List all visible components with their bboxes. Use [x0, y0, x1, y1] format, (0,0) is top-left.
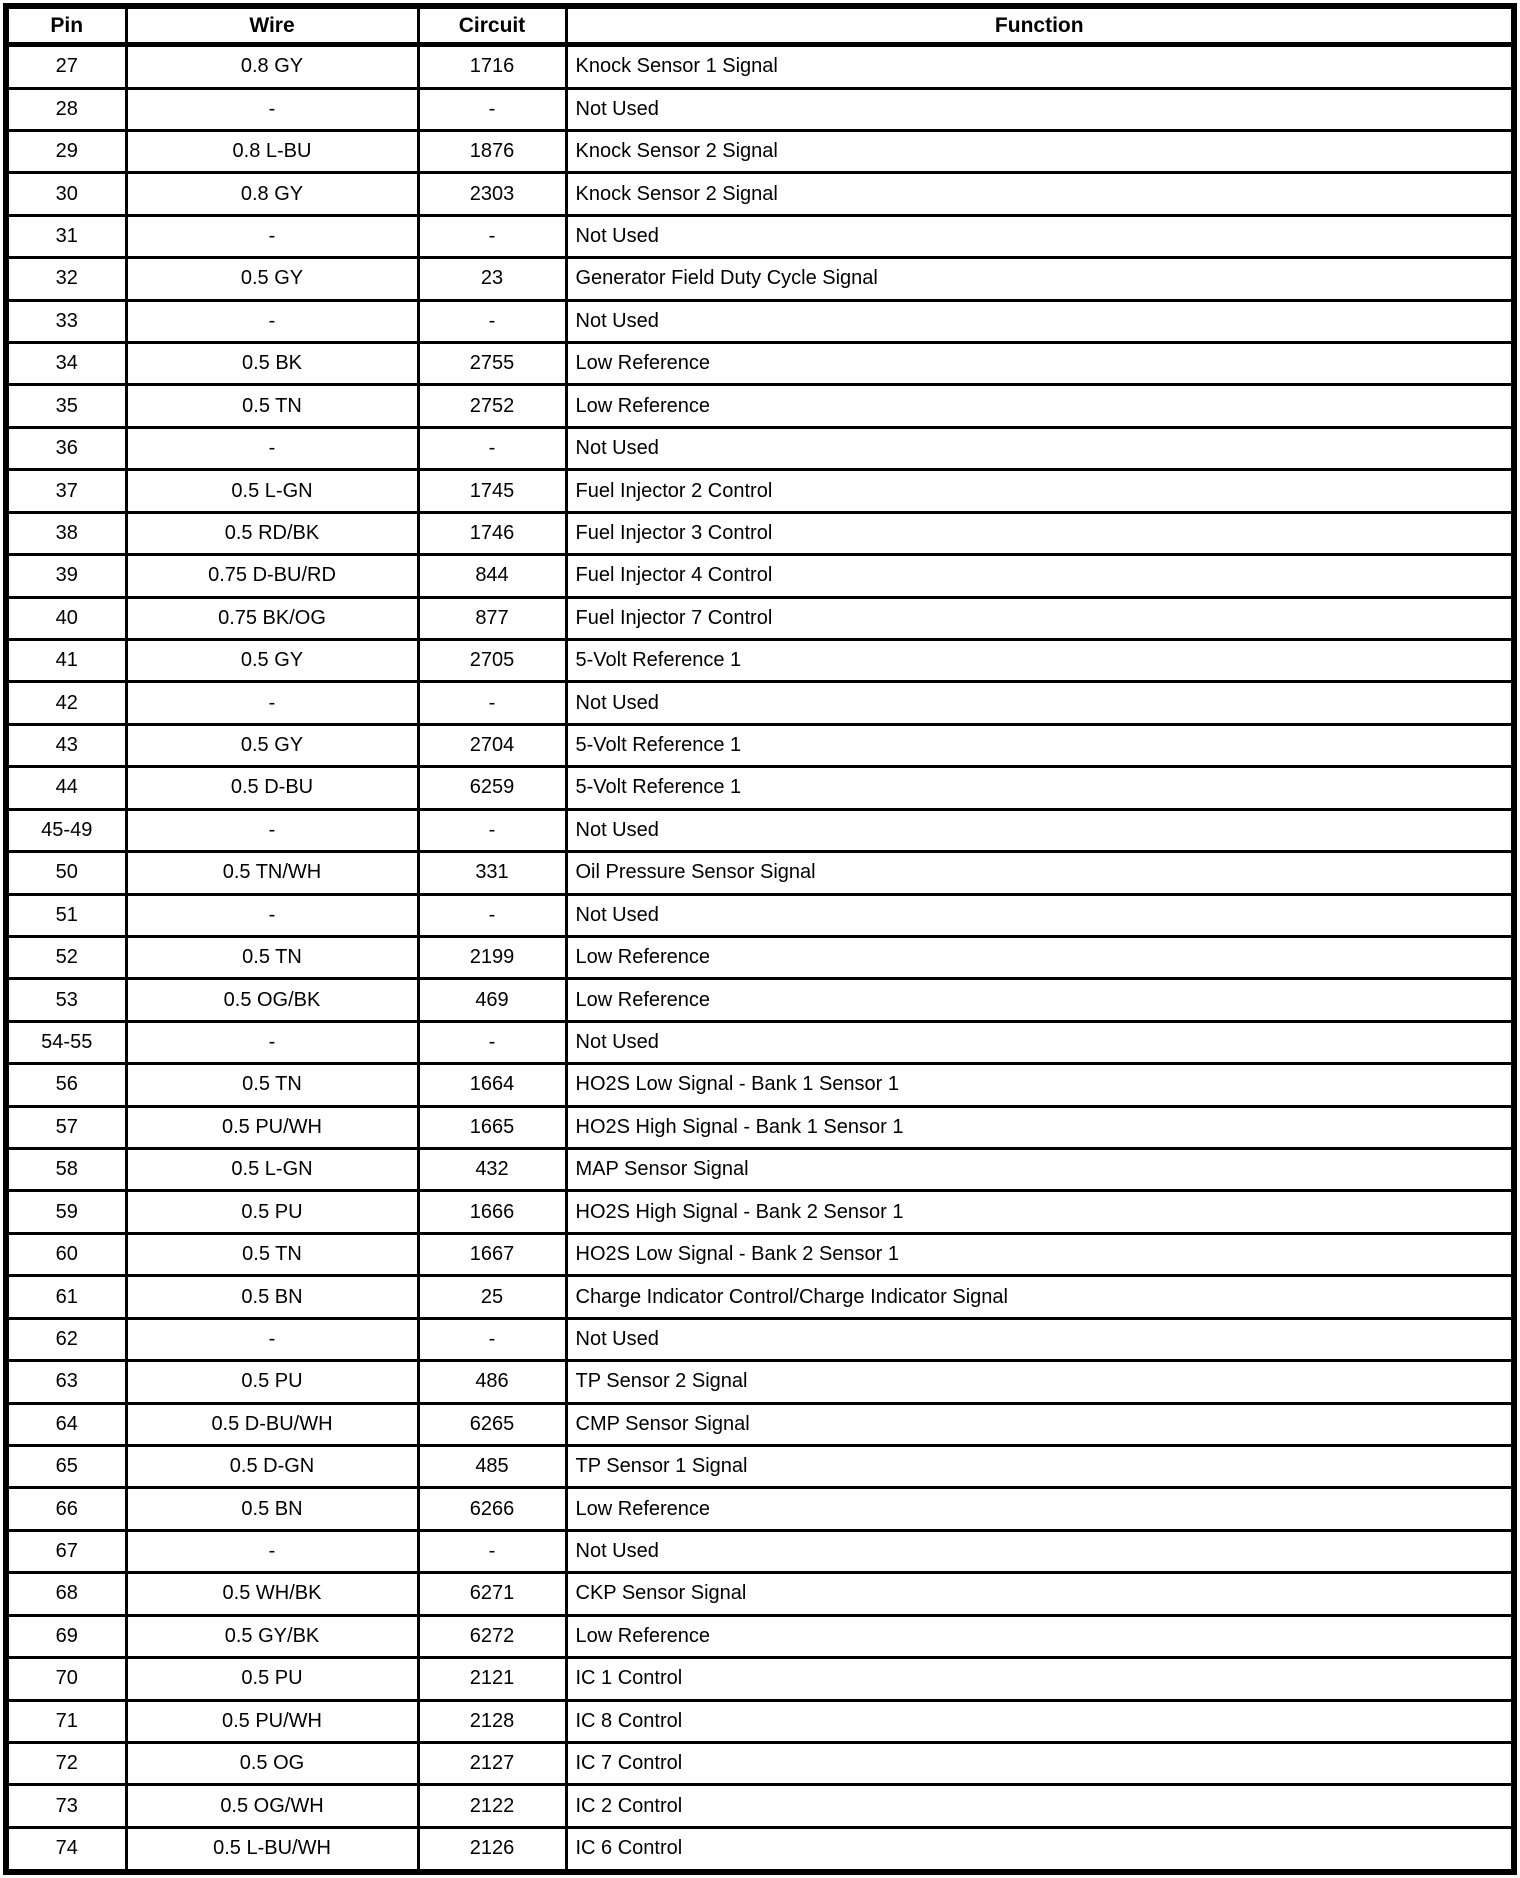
function-cell: HO2S High Signal - Bank 2 Sensor 1 [566, 1191, 1514, 1233]
table-row [6, 1106, 1514, 1148]
table-row [6, 555, 1514, 597]
table-row [6, 512, 1514, 554]
pin-cell: 56 [6, 1064, 126, 1106]
circuit-cell: 2126 [418, 1827, 566, 1872]
wire-cell: 0.8 GY [126, 173, 418, 215]
table-row [6, 1742, 1514, 1784]
function-cell: CKP Sensor Signal [566, 1573, 1514, 1615]
pin-cell: 58 [6, 1149, 126, 1191]
wire-cell: 0.75 D-BU/RD [126, 555, 418, 597]
pin-cell: 73 [6, 1785, 126, 1827]
pin-cell: 74 [6, 1827, 126, 1872]
function-cell: Knock Sensor 1 Signal [566, 45, 1514, 89]
pin-cell: 31 [6, 215, 126, 257]
wire-cell: 0.75 BK/OG [126, 597, 418, 639]
function-cell: Not Used [566, 682, 1514, 724]
circuit-cell: - [418, 1318, 566, 1360]
circuit-cell: 25 [418, 1276, 566, 1318]
pin-cell: 41 [6, 640, 126, 682]
table-row [6, 1233, 1514, 1275]
circuit-cell: 432 [418, 1149, 566, 1191]
table-row [6, 1530, 1514, 1572]
wire-cell: 0.5 OG/WH [126, 1785, 418, 1827]
circuit-cell: - [418, 1021, 566, 1063]
circuit-cell: 877 [418, 597, 566, 639]
circuit-cell: 2121 [418, 1658, 566, 1700]
table-row [6, 1361, 1514, 1403]
table-row [6, 343, 1514, 385]
function-cell: Knock Sensor 2 Signal [566, 173, 1514, 215]
function-cell: TP Sensor 1 Signal [566, 1446, 1514, 1488]
wire-cell: 0.5 L-GN [126, 1149, 418, 1191]
table-row [6, 1064, 1514, 1106]
wire-cell: 0.5 TN [126, 1233, 418, 1275]
pin-cell: 51 [6, 894, 126, 936]
table-row [6, 1149, 1514, 1191]
table-row [6, 767, 1514, 809]
circuit-cell: 2128 [418, 1700, 566, 1742]
wire-cell: 0.8 L-BU [126, 130, 418, 172]
function-cell: Knock Sensor 2 Signal [566, 130, 1514, 172]
function-cell: Not Used [566, 894, 1514, 936]
circuit-cell: - [418, 682, 566, 724]
function-cell: 5-Volt Reference 1 [566, 724, 1514, 766]
circuit-cell: 6259 [418, 767, 566, 809]
wire-cell: 0.5 L-GN [126, 470, 418, 512]
function-cell: Fuel Injector 3 Control [566, 512, 1514, 554]
function-cell: Low Reference [566, 1488, 1514, 1530]
function-cell: Charge Indicator Control/Charge Indicator Signal [566, 1276, 1514, 1318]
header-row [6, 6, 1514, 45]
pin-cell: 67 [6, 1530, 126, 1572]
table-row [6, 1021, 1514, 1063]
circuit-cell: 1876 [418, 130, 566, 172]
circuit-cell: - [418, 809, 566, 851]
table-row [6, 215, 1514, 257]
function-cell: TP Sensor 2 Signal [566, 1361, 1514, 1403]
pin-cell: 44 [6, 767, 126, 809]
circuit-cell: 1716 [418, 45, 566, 89]
wire-cell: 0.5 BN [126, 1488, 418, 1530]
circuit-cell: 1664 [418, 1064, 566, 1106]
pin-cell: 62 [6, 1318, 126, 1360]
function-cell: Not Used [566, 809, 1514, 851]
pin-cell: 28 [6, 88, 126, 130]
table-row [6, 809, 1514, 851]
function-cell: HO2S High Signal - Bank 1 Sensor 1 [566, 1106, 1514, 1148]
circuit-cell: 23 [418, 258, 566, 300]
wire-cell: 0.5 GY [126, 724, 418, 766]
table-row [6, 1276, 1514, 1318]
function-cell: MAP Sensor Signal [566, 1149, 1514, 1191]
pin-cell: 30 [6, 173, 126, 215]
wire-cell: 0.5 GY/BK [126, 1615, 418, 1657]
wire-cell: 0.5 L-BU/WH [126, 1827, 418, 1872]
pin-cell: 33 [6, 300, 126, 342]
pin-cell: 29 [6, 130, 126, 172]
table-row [6, 979, 1514, 1021]
table-row [6, 258, 1514, 300]
pin-cell: 50 [6, 852, 126, 894]
function-cell: Low Reference [566, 1615, 1514, 1657]
pin-cell: 42 [6, 682, 126, 724]
table-row [6, 300, 1514, 342]
function-cell: Not Used [566, 1318, 1514, 1360]
function-cell: Fuel Injector 7 Control [566, 597, 1514, 639]
pin-cell: 57 [6, 1106, 126, 1148]
pinout-table [3, 3, 1517, 1875]
pin-cell: 39 [6, 555, 126, 597]
function-cell: Low Reference [566, 385, 1514, 427]
wire-cell: 0.5 OG/BK [126, 979, 418, 1021]
circuit-cell: 6265 [418, 1403, 566, 1445]
table-row [6, 894, 1514, 936]
function-cell: CMP Sensor Signal [566, 1403, 1514, 1445]
wire-cell: 0.5 D-BU [126, 767, 418, 809]
wire-cell: 0.5 TN [126, 1064, 418, 1106]
pin-cell: 70 [6, 1658, 126, 1700]
function-cell: IC 7 Control [566, 1742, 1514, 1784]
wire-cell: 0.5 D-GN [126, 1446, 418, 1488]
table-row [6, 385, 1514, 427]
pin-cell: 35 [6, 385, 126, 427]
circuit-cell: 2704 [418, 724, 566, 766]
wire-cell: 0.5 TN/WH [126, 852, 418, 894]
wire-cell: 0.5 BK [126, 343, 418, 385]
pin-cell: 32 [6, 258, 126, 300]
function-cell: IC 1 Control [566, 1658, 1514, 1700]
function-cell: Not Used [566, 1530, 1514, 1572]
pin-cell: 66 [6, 1488, 126, 1530]
pin-cell: 52 [6, 936, 126, 978]
function-cell: Generator Field Duty Cycle Signal [566, 258, 1514, 300]
pin-cell: 59 [6, 1191, 126, 1233]
pin-cell: 69 [6, 1615, 126, 1657]
wire-cell: 0.5 TN [126, 936, 418, 978]
pin-cell: 68 [6, 1573, 126, 1615]
table-row [6, 173, 1514, 215]
wire-cell: 0.8 GY [126, 45, 418, 89]
wire-cell: 0.5 PU [126, 1361, 418, 1403]
table-row [6, 1615, 1514, 1657]
wire-cell: - [126, 1530, 418, 1572]
function-cell: Low Reference [566, 979, 1514, 1021]
table-row [6, 1827, 1514, 1872]
column-header-wire: Wire [126, 6, 418, 45]
function-cell: HO2S Low Signal - Bank 1 Sensor 1 [566, 1064, 1514, 1106]
circuit-cell: 2755 [418, 343, 566, 385]
wire-cell: 0.5 RD/BK [126, 512, 418, 554]
circuit-cell: 844 [418, 555, 566, 597]
wire-cell: 0.5 PU [126, 1658, 418, 1700]
table-row [6, 130, 1514, 172]
circuit-cell: 2199 [418, 936, 566, 978]
circuit-cell: - [418, 300, 566, 342]
table-row [6, 1446, 1514, 1488]
circuit-cell: - [418, 1530, 566, 1572]
function-cell: HO2S Low Signal - Bank 2 Sensor 1 [566, 1233, 1514, 1275]
pin-cell: 63 [6, 1361, 126, 1403]
table-row [6, 640, 1514, 682]
circuit-cell: - [418, 894, 566, 936]
function-cell: 5-Volt Reference 1 [566, 767, 1514, 809]
table-row [6, 88, 1514, 130]
pin-cell: 43 [6, 724, 126, 766]
table-row [6, 1785, 1514, 1827]
table-row [6, 427, 1514, 469]
pin-cell: 38 [6, 512, 126, 554]
function-cell: Not Used [566, 1021, 1514, 1063]
function-cell: Low Reference [566, 343, 1514, 385]
column-header-circuit: Circuit [418, 6, 566, 45]
circuit-cell: - [418, 427, 566, 469]
circuit-cell: 6271 [418, 1573, 566, 1615]
circuit-cell: 2752 [418, 385, 566, 427]
table-row [6, 1318, 1514, 1360]
function-cell: IC 2 Control [566, 1785, 1514, 1827]
table-row [6, 852, 1514, 894]
wire-cell: 0.5 BN [126, 1276, 418, 1318]
function-cell: Not Used [566, 300, 1514, 342]
wire-cell: - [126, 894, 418, 936]
table-row [6, 470, 1514, 512]
pin-cell: 37 [6, 470, 126, 512]
table-row [6, 1658, 1514, 1700]
function-cell: Not Used [566, 88, 1514, 130]
pin-cell: 34 [6, 343, 126, 385]
table-row [6, 682, 1514, 724]
circuit-cell: 6266 [418, 1488, 566, 1530]
table-row [6, 936, 1514, 978]
wire-cell: - [126, 88, 418, 130]
wire-cell: 0.5 D-BU/WH [126, 1403, 418, 1445]
circuit-cell: 331 [418, 852, 566, 894]
pin-cell: 36 [6, 427, 126, 469]
pin-cell: 60 [6, 1233, 126, 1275]
table-row [6, 597, 1514, 639]
table-row [6, 724, 1514, 766]
circuit-cell: 2303 [418, 173, 566, 215]
circuit-cell: 6272 [418, 1615, 566, 1657]
pin-cell: 72 [6, 1742, 126, 1784]
wire-cell: - [126, 1021, 418, 1063]
table-row [6, 1488, 1514, 1530]
pin-cell: 61 [6, 1276, 126, 1318]
wire-cell: 0.5 OG [126, 1742, 418, 1784]
circuit-cell: 486 [418, 1361, 566, 1403]
table-body [6, 45, 1514, 1873]
table-row [6, 1573, 1514, 1615]
column-header-pin: Pin [6, 6, 126, 45]
circuit-cell: 1746 [418, 512, 566, 554]
wire-cell: 0.5 TN [126, 385, 418, 427]
circuit-cell: 2122 [418, 1785, 566, 1827]
wire-cell: 0.5 GY [126, 640, 418, 682]
wire-cell: - [126, 1318, 418, 1360]
circuit-cell: 1667 [418, 1233, 566, 1275]
table-row [6, 1403, 1514, 1445]
pin-cell: 65 [6, 1446, 126, 1488]
pin-cell: 53 [6, 979, 126, 1021]
function-cell: IC 6 Control [566, 1827, 1514, 1872]
function-cell: Fuel Injector 2 Control [566, 470, 1514, 512]
wire-cell: 0.5 WH/BK [126, 1573, 418, 1615]
function-cell: IC 8 Control [566, 1700, 1514, 1742]
table-row [6, 45, 1514, 89]
circuit-cell: 2127 [418, 1742, 566, 1784]
column-header-function: Function [566, 6, 1514, 45]
circuit-cell: 1666 [418, 1191, 566, 1233]
wire-cell: - [126, 300, 418, 342]
circuit-cell: 1745 [418, 470, 566, 512]
circuit-cell: 1665 [418, 1106, 566, 1148]
wire-cell: 0.5 GY [126, 258, 418, 300]
circuit-cell: 485 [418, 1446, 566, 1488]
table-row [6, 1700, 1514, 1742]
function-cell: Not Used [566, 215, 1514, 257]
circuit-cell: 469 [418, 979, 566, 1021]
function-cell: Oil Pressure Sensor Signal [566, 852, 1514, 894]
pin-cell: 45-49 [6, 809, 126, 851]
pin-cell: 54-55 [6, 1021, 126, 1063]
circuit-cell: - [418, 88, 566, 130]
function-cell: 5-Volt Reference 1 [566, 640, 1514, 682]
function-cell: Not Used [566, 427, 1514, 469]
pin-cell: 27 [6, 45, 126, 89]
table-row [6, 1191, 1514, 1233]
wire-cell: - [126, 427, 418, 469]
wire-cell: - [126, 682, 418, 724]
function-cell: Low Reference [566, 936, 1514, 978]
wire-cell: 0.5 PU/WH [126, 1106, 418, 1148]
function-cell: Fuel Injector 4 Control [566, 555, 1514, 597]
pin-cell: 64 [6, 1403, 126, 1445]
pin-cell: 40 [6, 597, 126, 639]
wire-cell: 0.5 PU [126, 1191, 418, 1233]
wire-cell: 0.5 PU/WH [126, 1700, 418, 1742]
wire-cell: - [126, 809, 418, 851]
circuit-cell: - [418, 215, 566, 257]
pin-cell: 71 [6, 1700, 126, 1742]
circuit-cell: 2705 [418, 640, 566, 682]
wire-cell: - [126, 215, 418, 257]
